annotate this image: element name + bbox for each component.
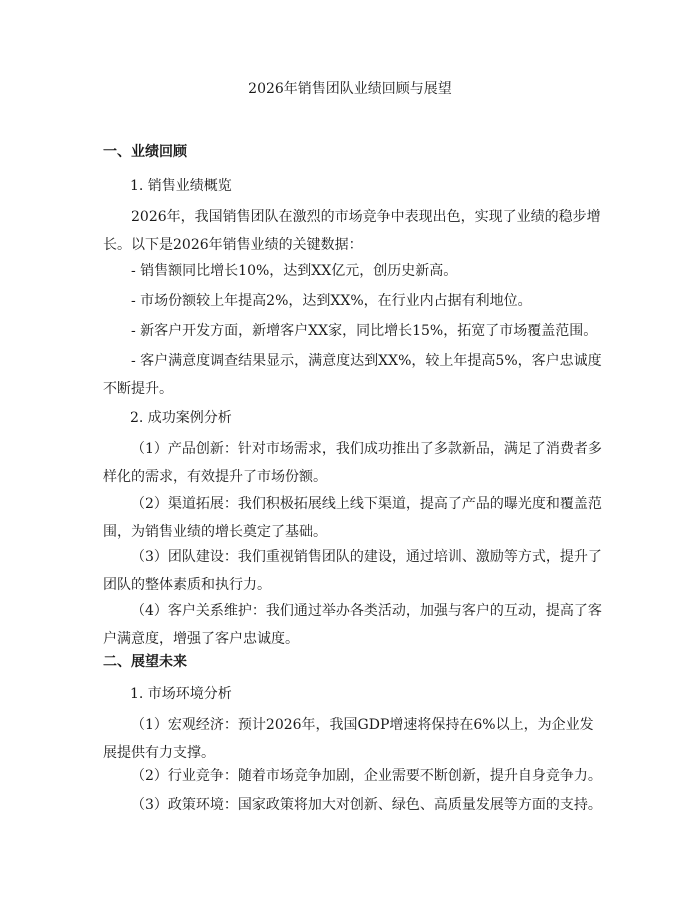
subheading-performance-overview: 1. 销售业绩概览 bbox=[130, 178, 232, 194]
analysis-industry-competition: （2）行业竞争：随着市场竞争加剧，企业需要不断创新，提升自身竞争力。 bbox=[131, 768, 602, 784]
section-heading-outlook: 二、展望未来 bbox=[103, 654, 187, 670]
bullet-new-customers: - 新客户开发方面，新增客户XX家，同比增长15%，拓宽了市场覆盖范围。 bbox=[131, 323, 598, 339]
analysis-policy-environment: （3）政策环境：国家政策将加大对创新、绿色、高质量发展等方面的支持。 bbox=[131, 797, 602, 813]
bullet-satisfaction: - 客户满意度调查结果显示，满意度达到XX%，较上年提高5%，客户忠诚度不断提升。 bbox=[103, 353, 602, 397]
case-channel-expansion: （2）渠道拓展：我们积极拓展线上线下渠道，提高了产品的曝光度和覆盖范围，为销售业绩的增长奠定了基础。 bbox=[103, 496, 602, 540]
case-customer-relations: （4）客户关系维护：我们通过举办各类活动，加强与客户的互动，提高了客户满意度，增强了客户忠诚度。 bbox=[103, 603, 602, 647]
document-title: 2026年销售团队业绩回顾与展望 bbox=[248, 81, 452, 97]
subheading-success-cases: 2. 成功案例分析 bbox=[130, 410, 232, 426]
paragraph-intro: 2026年，我国销售团队在激烈的市场竞争中表现出色，实现了业绩的稳步增长。以下是2026年销售业绩的关键数据： bbox=[103, 209, 601, 253]
case-product-innovation: （1）产品创新：针对市场需求，我们成功推出了多款新品，满足了消费者多样化的需求，有效提升了市场份额。 bbox=[103, 441, 602, 485]
section-heading-review: 一、业绩回顾 bbox=[103, 144, 187, 160]
analysis-macro-economy: （1）宏观经济：预计2026年，我国GDP增速将保持在6%以上，为企业发展提供有力支撑。 bbox=[103, 717, 594, 761]
subheading-market-analysis: 1. 市场环境分析 bbox=[130, 686, 232, 702]
bullet-market-share: - 市场份额较上年提高2%，达到XX%，在行业内占据有利地位。 bbox=[131, 293, 532, 309]
bullet-sales: - 销售额同比增长10%，达到XX亿元，创历史新高。 bbox=[131, 263, 458, 279]
case-team-building: （3）团队建设：我们重视销售团队的建设，通过培训、激励等方式，提升了团队的整体素质和执行力。 bbox=[103, 549, 602, 593]
